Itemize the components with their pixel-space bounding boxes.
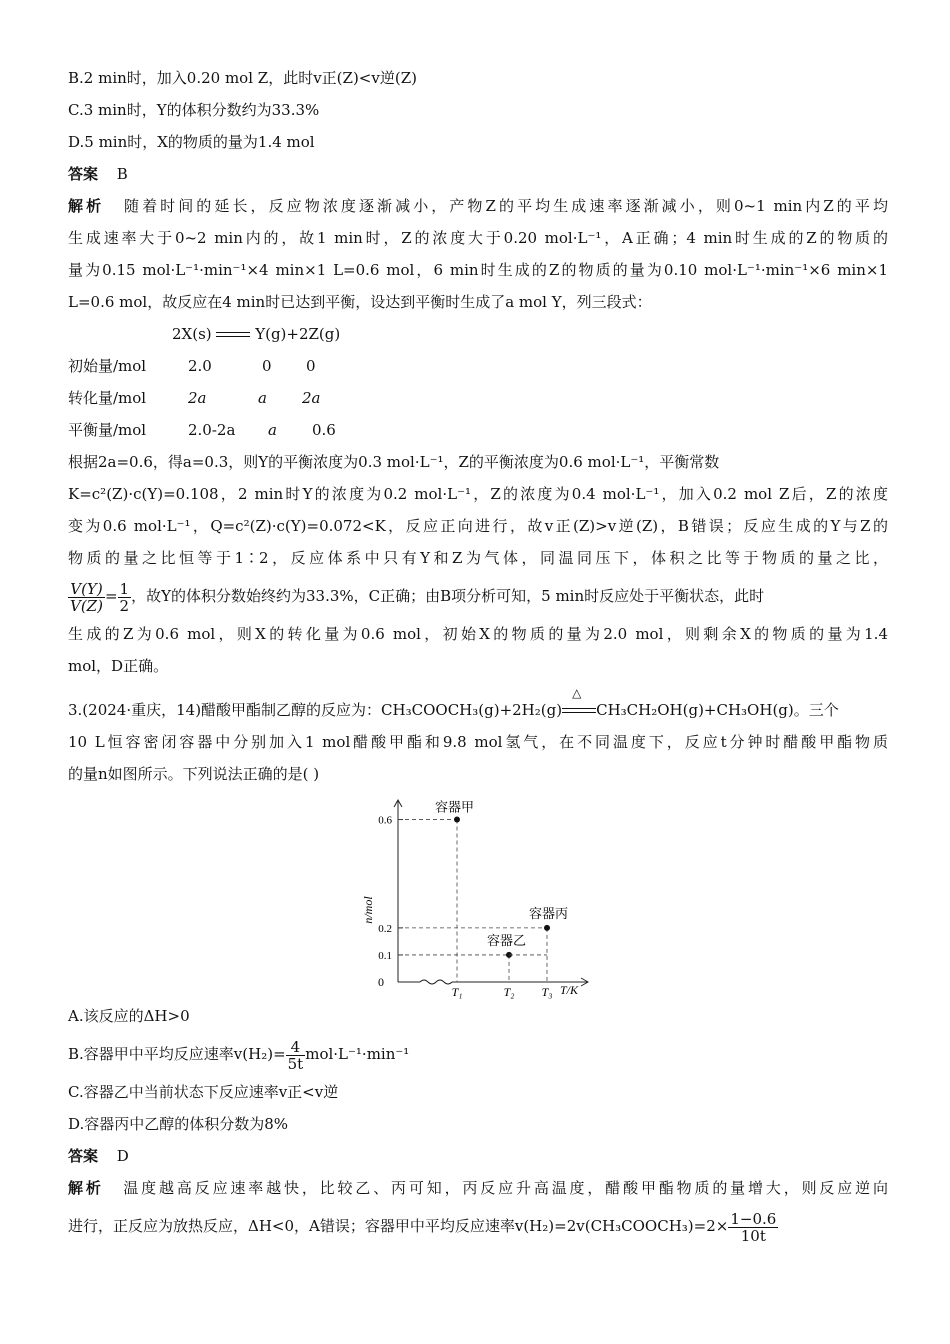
ice-row-equilibrium: 平衡量/mol 2.0-2a a 0.6 <box>68 421 336 439</box>
rate-calc-fraction: $\frac{1-0.6}{10t}$ <box>730 1209 777 1245</box>
prev-analysis-label: 解析 <box>68 197 105 215</box>
equilibrium-arrow-icon <box>562 705 596 717</box>
chart-container <box>68 790 888 1000</box>
x-axis-label: T/K <box>560 983 579 997</box>
y-tick-label: 0.2 <box>378 922 392 935</box>
reaction-left: 2X(s) <box>172 325 212 343</box>
answer <box>68 1140 888 1172</box>
ice-row-initial: 初始量/mol 2.0 0 0 <box>68 357 316 375</box>
point-label: 容器丙 <box>529 905 569 921</box>
prev-analysis-line-11: mol，D正确。 <box>68 657 169 675</box>
prev-option-d: D.5 min时，X的物质的量为1.4 mol <box>68 133 315 151</box>
x-tick-label: T₂ <box>503 985 515 999</box>
volume-ratio-fraction: $\frac{V(Y)}{V(Z)}$ <box>70 579 103 615</box>
question3-line-2: 10 L恒容密闭容器中分别加入1 mol醋酸甲酯和9.8 mol氢气，在不同温度下，反应t分钟时醋酸甲酯物质 <box>68 733 888 751</box>
prev-analysis-line-8: 物质的量之比恒等于1∶2，反应体系中只有Y和Z为气体，同温同压下，体积之比等于物质的量之比， <box>68 549 888 567</box>
point-label: 容器甲 <box>435 799 475 815</box>
prev-answer-label: 答案 <box>68 165 99 183</box>
axis-break-icon <box>420 980 452 984</box>
y-tick-label: 0.6 <box>378 814 392 827</box>
chart-svg <box>68 790 888 1000</box>
prev-analysis-line-3: 量为0.15 mol·L⁻¹·min⁻¹×4 min×1 L=0.6 mol，6 min时生成的Z的物质的量为0.10 mol·L⁻¹·min⁻¹×6 min×1 <box>68 261 888 279</box>
analysis-line-2: 进行，正反应为放热反应，ΔH<0，A错误；容器甲中平均反应速率v(H₂)=2v(CH₃COOCH₃)=2× $\frac{1-0.6}{10t}$ <box>68 1209 777 1245</box>
option-d: D.容器丙中乙醇的体积分数为8% <box>68 1115 289 1133</box>
heat-triangle-icon: △ <box>572 686 582 700</box>
option-c: C.容器乙中当前状态下反应速率v正<v逆 <box>68 1083 339 1101</box>
analysis-label: 解析 <box>68 1179 104 1197</box>
origin-label: 0 <box>378 975 384 989</box>
y-tick-label: 0.1 <box>378 949 392 962</box>
x-tick-label: T₁ <box>451 985 463 999</box>
equilibrium-arrow-icon <box>216 329 250 341</box>
prev-analysis-line-9: $\frac{V(Y)}{V(Z)}$ = $\frac{1}{2}$ ，故Y的体积分数始终约为33.3%，C正确；由B项分析可知，5 min时反应处于平衡状态，此时 <box>70 579 765 615</box>
prev-option-b: B.2 min时，加入0.20 mol Z，此时v正(Z)<v逆(Z) <box>68 69 417 87</box>
question3-line-1: 3.(2024·重庆，14)醋酸甲酯制乙醇的反应为：CH₃COOCH₃(g)+2H₂(g) △ CH₃CH₂OH(g)+CH₃OH(g)。三个 <box>68 686 839 719</box>
data-point <box>454 817 460 823</box>
x-tick-label: T₃ <box>541 985 553 999</box>
option-a: A.该反应的ΔH>0 <box>68 1007 190 1025</box>
answer-label: 答案 <box>68 1147 99 1165</box>
prev-analysis-line-10: 生成的Z为0.6 mol，则X的转化量为0.6 mol，初始X的物质的量为2.0 mol，则剩余X的物质的量为1.4 <box>68 625 888 643</box>
one-half-fraction: $\frac{1}{2}$ <box>119 579 130 615</box>
document-page <box>68 62 888 1248</box>
heated-equilibrium-arrow <box>562 686 596 717</box>
prev-analysis-line-5: 根据2a=0.6，得a=0.3，则Y的平衡浓度为0.3 mol·L⁻¹，Z的平衡浓度为0.6 mol·L⁻¹，平衡常数 <box>68 453 720 471</box>
question3-line-3: 的量n如图所示。下列说法正确的是( ) <box>68 765 320 783</box>
prev-analysis-line-2: 生成速率大于0~2 min内的，故1 min时，Z的浓度大于0.20 mol·L⁻¹，A正确；4 min时生成的Z的物质的 <box>68 229 888 247</box>
option-b: B.容器甲中平均反应速率v(H₂)= $\frac{4}{5t}$ mol·L⁻¹·min⁻¹ <box>68 1037 410 1073</box>
prev-analysis-line-1: 解析 随着时间的延长，反应物浓度逐渐减小，产物Z的平均生成速率逐渐减小，则0~1 min内Z的平均 <box>68 197 888 215</box>
prev-analysis-line-7: 变为0.6 mol·L⁻¹，Q=c²(Z)·c(Y)=0.072<K，反应正向进行，故v正(Z)>v逆(Z)，B错误；反应生成的Y与Z的 <box>68 517 888 535</box>
prev-answer <box>68 158 888 190</box>
point-label: 容器乙 <box>487 932 527 948</box>
prev-analysis-line-4: L=0.6 mol，故反应在4 min时已达到平衡，设达到平衡时生成了a mol Y，列三段式： <box>68 293 652 311</box>
data-point <box>544 925 550 931</box>
prev-analysis-line-6: K=c²(Z)·c(Y)=0.108，2 min时Y的浓度为0.2 mol·L⁻¹，Z的浓度为0.4 mol·L⁻¹，加入0.2 mol Z后，Z的浓度 <box>68 485 888 503</box>
reaction-equation <box>68 318 888 350</box>
y-axis-label: n/mol <box>361 896 375 924</box>
prev-answer-value: B <box>116 165 128 183</box>
analysis-line-1: 解析 温度越高反应速率越快，比较乙、丙可知，丙反应升高温度，醋酸甲酯物质的量增大，则反应逆向 <box>68 1179 888 1197</box>
ice-row-change: 转化量/mol 2a a 2a <box>68 389 321 407</box>
answer-value: D <box>116 1147 129 1165</box>
prev-option-c: C.3 min时，Y的体积分数约为33.3% <box>68 101 320 119</box>
reaction-right: Y(g)+2Z(g) <box>255 325 341 343</box>
rate-fraction: $\frac{4}{5t}$ <box>287 1037 304 1073</box>
